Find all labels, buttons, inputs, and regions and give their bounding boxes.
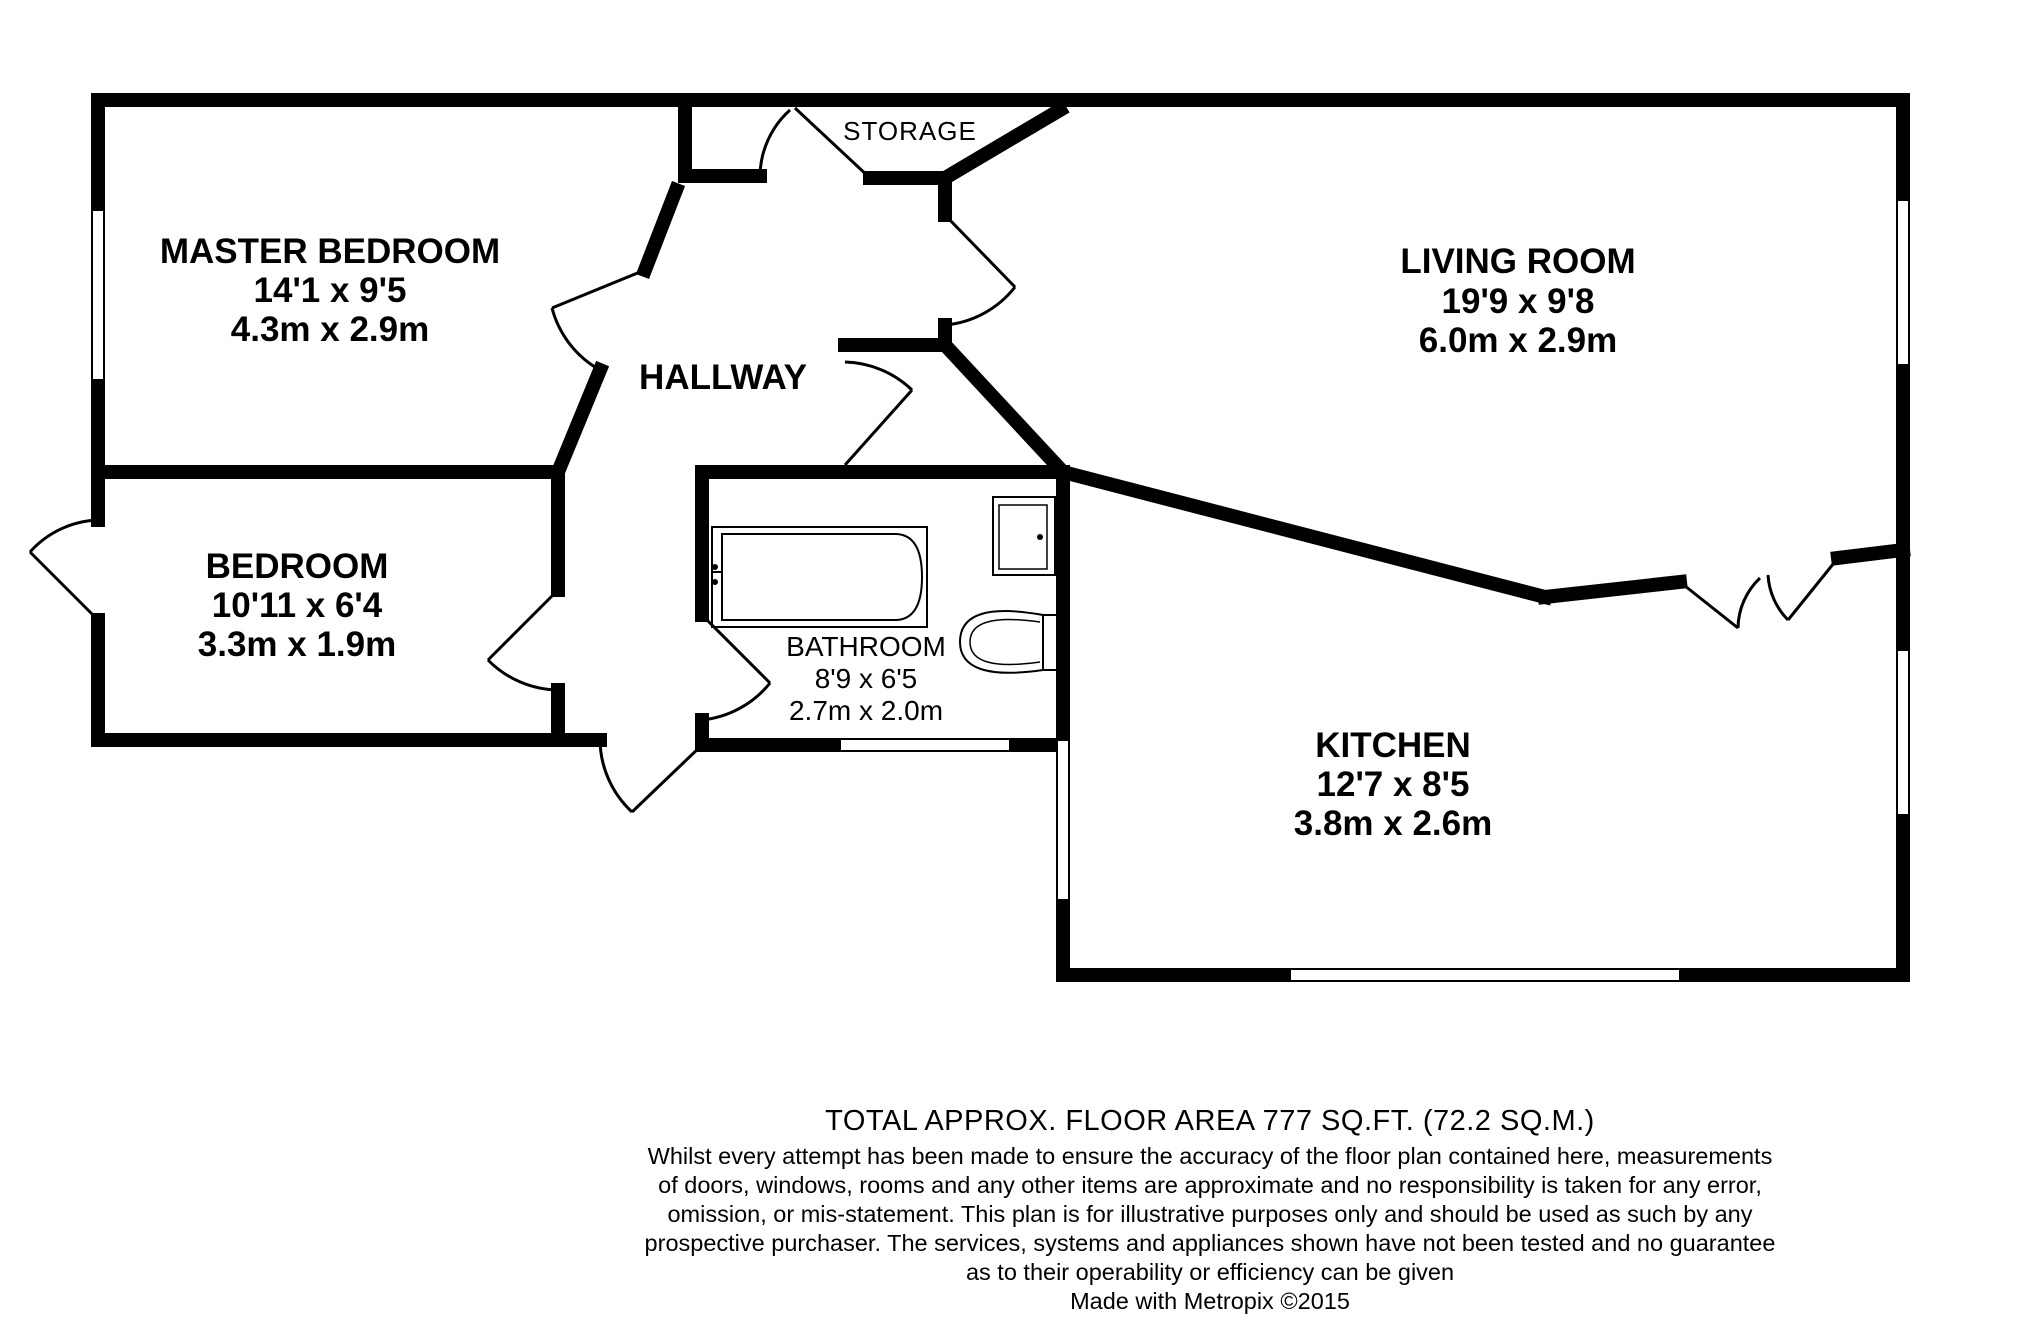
door-bedroom [488, 590, 558, 690]
room-size-bedroom-imperial: 10'11 x 6'4 [211, 586, 383, 625]
room-size-master-bedroom-metric: 4.3m x 2.9m [230, 310, 430, 349]
total-floor-area: TOTAL APPROX. FLOOR AREA 777 SQ.FT. (72.2 SQ.M.) [825, 1105, 1595, 1137]
door-entrance [600, 740, 702, 812]
bathtub-icon [712, 527, 927, 627]
disclaimer-line: prospective purchaser. The services, systems and appliances shown have not been tested and no guarantee [644, 1230, 1776, 1256]
room-size-bedroom-metric: 3.3m x 1.9m [197, 625, 397, 664]
room-size-bathroom-metric: 2.7m x 2.0m [788, 695, 944, 726]
door-cupboard [760, 110, 790, 176]
window-kitchen-bottom [1290, 969, 1680, 981]
disclaimer-line: of doors, windows, rooms and any other items are approximate and no responsibility is taken for any error, [658, 1172, 1762, 1198]
room-name-storage: STORAGE [843, 116, 977, 146]
disclaimer-line: Whilst every attempt has been made to ensure the accuracy of the floor plan contained here, measurements [647, 1143, 1773, 1169]
plan-footer [560, 1105, 1860, 1316]
door-bathroom [702, 615, 770, 720]
room-size-master-bedroom-imperial: 14'1 x 9'5 [253, 271, 407, 310]
disclaimer-line: as to their operability or efficiency can be given [965, 1259, 1455, 1285]
room-name-living-room: LIVING ROOM [1400, 242, 1636, 281]
room-size-bathroom-imperial: 8'9 x 6'5 [814, 663, 918, 694]
room-name-bathroom: BATHROOM [786, 631, 946, 662]
door-master-bedroom [552, 270, 645, 370]
window-kitchen-right [1897, 650, 1909, 815]
window-living-room [1897, 200, 1909, 365]
door-kitchen-double [1680, 558, 1838, 628]
sink-icon [993, 497, 1055, 575]
room-name-hallway: HALLWAY [639, 358, 807, 397]
room-name-kitchen: KITCHEN [1315, 726, 1471, 765]
room-size-living-room-imperial: 19'9 x 9'8 [1441, 282, 1595, 321]
window-kitchen-left [1057, 740, 1069, 900]
credit: Made with Metropix ©2015 [1070, 1288, 1350, 1314]
window-bathroom [840, 739, 1010, 751]
disclaimer [560, 1142, 1860, 1316]
room-size-living-room-metric: 6.0m x 2.9m [1418, 321, 1618, 360]
room-size-kitchen-imperial: 12'7 x 8'5 [1316, 765, 1470, 804]
window-master-bedroom [92, 210, 104, 380]
door-bedroom-external [30, 520, 98, 620]
room-name-bedroom: BEDROOM [205, 547, 389, 586]
room-name-master-bedroom: MASTER BEDROOM [159, 232, 501, 271]
disclaimer-line: omission, or mis-statement. This plan is for illustrative purposes only and should be used as such by any [667, 1201, 1753, 1227]
door-hall-cupboard [845, 362, 912, 465]
room-size-kitchen-metric: 3.8m x 2.6m [1293, 804, 1493, 843]
door-living-room [945, 215, 1015, 325]
toilet-icon [960, 611, 1057, 673]
